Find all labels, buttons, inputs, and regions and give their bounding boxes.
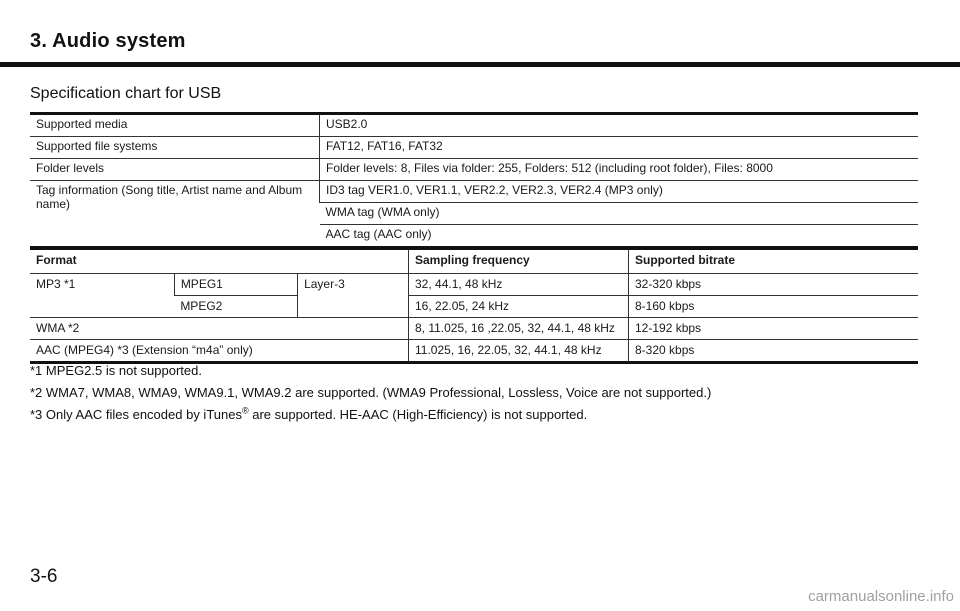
table-row xyxy=(30,114,918,137)
spec-label: Supported file systems xyxy=(30,137,320,159)
format-cell: AAC (MPEG4) *3 (Extension “m4a” only) xyxy=(30,340,409,363)
table-header-row xyxy=(30,249,918,274)
format-table xyxy=(30,247,918,364)
header-format: Format xyxy=(30,249,409,274)
table-row xyxy=(30,340,918,363)
bitrate-cell: 8-160 kbps xyxy=(629,296,919,318)
bitrate-cell: 32-320 kbps xyxy=(629,274,919,296)
sampling-cell: 32, 44.1, 48 kHz xyxy=(409,274,629,296)
bitrate-cell: 8-320 kbps xyxy=(629,340,919,363)
spec-label: Supported media xyxy=(30,114,320,137)
format-cell: MP3 *1 xyxy=(30,274,174,318)
header-bitrate: Supported bitrate xyxy=(629,249,919,274)
footnote-2: *2 WMA7, WMA8, WMA9, WMA9.1, WMA9.2 are supported. (WMA9 Professional, Lossless, Voice are not supported.) xyxy=(30,385,712,400)
mpeg-version-cell: MPEG2 xyxy=(174,296,297,318)
spec-label: Tag information (Song title, Artist name and Album name) xyxy=(30,181,320,248)
table-row xyxy=(30,159,918,181)
table-row xyxy=(30,181,918,203)
page-number: 3-6 xyxy=(30,566,58,587)
bitrate-cell: 12-192 kbps xyxy=(629,318,919,340)
format-cell: WMA *2 xyxy=(30,318,409,340)
footnotes xyxy=(30,362,711,428)
footnote-3-text-end: are supported. HE-AAC (High-Efficiency) is not supported. xyxy=(248,407,588,422)
spec-value: ID3 tag VER1.0, VER1.1, VER2.2, VER2.3, VER2.4 (MP3 only) xyxy=(320,181,919,203)
table-row xyxy=(30,318,918,340)
spec-label: Folder levels xyxy=(30,159,320,181)
spec-value: FAT12, FAT16, FAT32 xyxy=(320,137,919,159)
spec-value: WMA tag (WMA only) xyxy=(320,203,919,225)
layer-cell: Layer-3 xyxy=(298,274,409,318)
table-row xyxy=(30,274,918,296)
section-title: 3. Audio system xyxy=(30,30,186,52)
usb-spec-table xyxy=(30,112,918,249)
registered-mark: ® xyxy=(241,405,249,416)
page-subtitle: Specification chart for USB xyxy=(30,85,222,102)
spec-value: Folder levels: 8, Files via folder: 255, Folders: 512 (including root folder), Files: 8000 xyxy=(320,159,919,181)
table-row xyxy=(30,137,918,159)
footnote-1: *1 MPEG2.5 is not supported. xyxy=(30,363,202,378)
spec-value: AAC tag (AAC only) xyxy=(320,225,919,248)
title-rule xyxy=(0,62,960,67)
mpeg-version-cell: MPEG1 xyxy=(174,274,297,296)
sampling-cell: 8, 11.025, 16 ,22.05, 32, 44.1, 48 kHz xyxy=(409,318,629,340)
spec-value: USB2.0 xyxy=(320,114,919,137)
footnote-3-text: *3 Only AAC files encoded by iTunes xyxy=(30,407,242,422)
sampling-cell: 11.025, 16, 22.05, 32, 44.1, 48 kHz xyxy=(409,340,629,363)
footnote-3 xyxy=(30,406,711,428)
header-sampling: Sampling frequency xyxy=(409,249,629,274)
watermark: carmanualsonline.info xyxy=(808,588,954,605)
sampling-cell: 16, 22.05, 24 kHz xyxy=(409,296,629,318)
